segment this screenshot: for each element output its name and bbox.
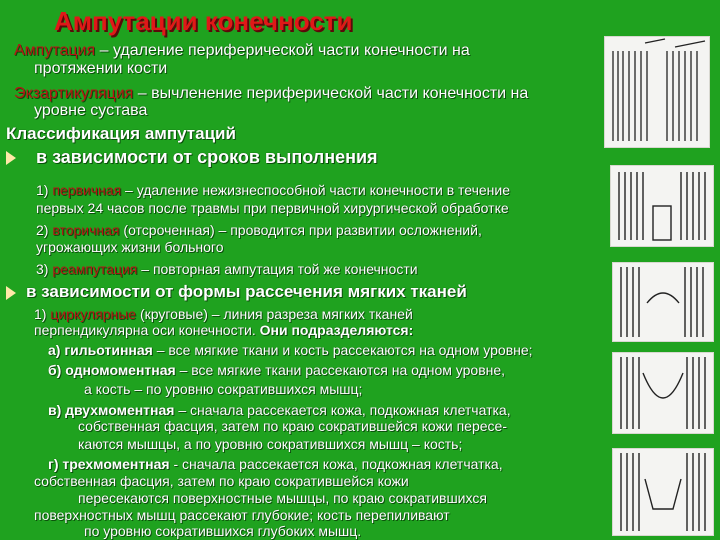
item-number: 1)	[36, 182, 53, 198]
definition-amputation	[14, 42, 470, 60]
limb-sketch-icon	[613, 449, 713, 535]
definition-amputation-line2: протяжении кости	[34, 60, 168, 77]
circular-text: перпендикулярна оси конечности.	[34, 322, 260, 338]
type-b	[48, 362, 505, 378]
item-mid: (отсроченная)	[119, 222, 215, 238]
type-a	[48, 342, 533, 358]
classification-heading: Классификация ампутаций	[6, 124, 236, 143]
amputation-illustration-3	[612, 262, 714, 342]
definition-exarticulation-line2: уровне сустава	[34, 102, 148, 119]
item-text: – повторная ампутация той же конечности	[137, 261, 418, 277]
section1-heading: в зависимости от сроков выполнения	[36, 147, 378, 167]
type-d-text: - сначала рассекается кожа, подкожная клетчатка,	[169, 456, 503, 472]
amputation-illustration-2	[610, 165, 714, 247]
type-b-text: – все мягкие ткани рассекаются на одном уровне,	[175, 362, 506, 378]
section1-item2-line2: угрожающих жизни больного	[36, 239, 224, 255]
term-reamputation: реампутация	[52, 261, 138, 277]
type-c-line3: каются мышцы, а по уровню сократившихся мышц – кость;	[78, 436, 463, 452]
section1-item3	[36, 261, 418, 277]
section1-item1	[36, 182, 510, 198]
section2-heading: в зависимости от формы рассечения мягких тканей	[26, 282, 467, 301]
section1-item1-line2: первых 24 часов после травмы при первичной хирургической обработке	[36, 200, 509, 216]
type-c-label: в) двухмоментная	[48, 402, 175, 418]
term-exarticulation: Экзартикуляция	[14, 85, 134, 102]
type-d-line2: собственная фасция, затем по краю сократившейся кожи	[34, 473, 409, 489]
circular-subdivide: Они подразделяются:	[259, 322, 414, 338]
item-text: – удаление нежизнеспособной части конечности в течение	[121, 182, 511, 198]
type-d	[48, 456, 503, 472]
page-title: Ампутации конечности	[54, 6, 353, 36]
definition-amputation-text: – удаление периферической части конечности на	[95, 42, 470, 59]
type-b-label: б) одномоментная	[48, 362, 176, 378]
bullet-icon	[6, 151, 16, 165]
type-d-label: г) трехмоментная	[48, 456, 170, 472]
type-c	[48, 402, 511, 418]
section2-circular-line2	[34, 322, 413, 338]
amputation-illustration-1	[604, 36, 710, 148]
item-text: – проводится при развитии осложнений,	[214, 222, 482, 238]
section1-item2	[36, 222, 482, 238]
item-mid: (круговые)	[136, 306, 208, 322]
amputation-illustration-5	[612, 448, 714, 536]
item-number: 1)	[34, 306, 51, 322]
amputation-illustration-4	[612, 352, 714, 434]
type-b-line2: а кость – по уровню сократившихся мышц;	[84, 381, 363, 397]
term-secondary: вторичная	[52, 222, 120, 238]
limb-sketch-icon	[613, 353, 713, 433]
term-primary: первичная	[52, 182, 122, 198]
item-text: – линия разреза мягких тканей	[207, 306, 413, 322]
limb-sketch-icon	[611, 166, 713, 246]
type-a-label: а) гильотинная	[48, 342, 153, 358]
type-c-line2: собственная фасция, затем по краю сократившейся кожи пересе-	[78, 418, 507, 434]
item-number: 2)	[36, 222, 53, 238]
type-a-text: – все мягкие ткани и кость рассекаются на одном уровне;	[152, 342, 533, 358]
term-amputation: Ампутация	[14, 42, 96, 59]
term-circular: циркулярные	[50, 306, 137, 322]
limb-sketch-icon	[605, 37, 709, 147]
section2-circular	[34, 306, 413, 322]
type-d-line3: пересекаются поверхностные мышцы, по краю сократившихся	[78, 490, 487, 506]
type-c-text: – сначала рассекается кожа, подкожная клетчатка,	[174, 402, 511, 418]
limb-sketch-icon	[613, 263, 713, 341]
definition-exarticulation-text: – вычленение периферической части конечности на	[133, 85, 529, 102]
item-number: 3)	[36, 261, 53, 277]
type-d-line5: по уровню сократившихся глубоких мышц.	[84, 523, 362, 539]
definition-exarticulation	[14, 85, 528, 103]
type-d-line4: поверхностных мышц рассекают глубокие; кость перепиливают	[34, 507, 450, 523]
bullet-icon	[6, 286, 16, 300]
